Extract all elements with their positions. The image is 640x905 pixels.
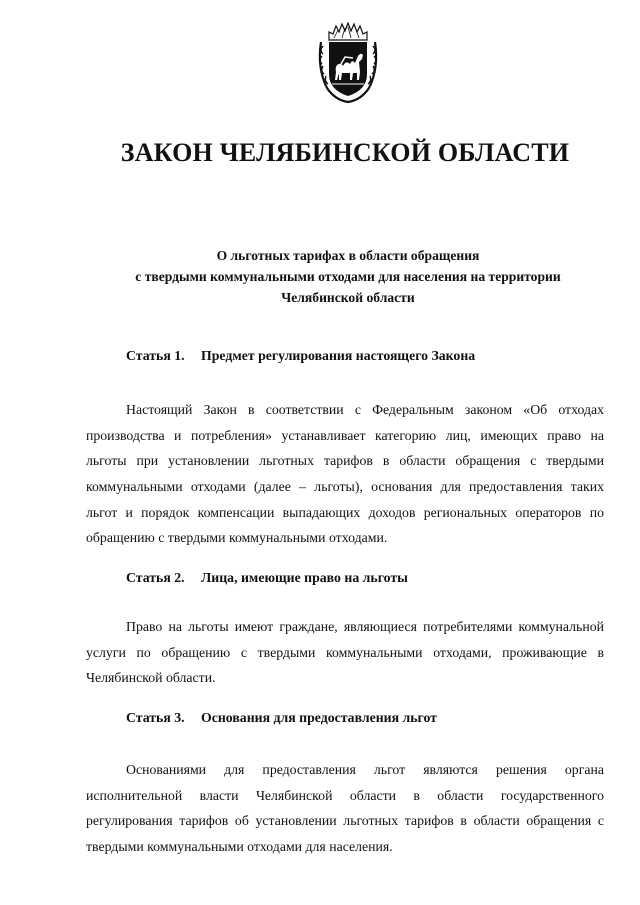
article-2-heading — [126, 570, 408, 586]
article-1-heading — [126, 348, 475, 364]
article-title: Основания для предоставления льгот — [201, 710, 437, 725]
text-line: коммунальными отходами (далее – льготы), основания для предоставления таких — [86, 479, 604, 495]
subject-line: с твердыми коммунальными отходами для населения на территории — [135, 269, 561, 284]
article-number: Статья 2. — [126, 570, 185, 585]
text-line: льгот и порядок компенсации выпадающих доходов региональных операторов по — [86, 504, 604, 520]
coat-of-arms-icon — [315, 22, 381, 104]
subject-line: О льготных тарифах в области обращения — [216, 248, 480, 263]
article-title: Лица, имеющие право на льготы — [201, 570, 408, 585]
article-3-heading — [126, 710, 437, 726]
article-3-text — [86, 757, 604, 860]
text-line: регулирования тарифов об установлении льготных тарифов в области обращения с — [86, 813, 604, 829]
article-number: Статья 1. — [126, 348, 185, 363]
law-subject — [0, 245, 640, 308]
text-line: льготы при установлении льготных тарифов в области обращения с твердыми — [86, 453, 604, 469]
article-1-text — [86, 397, 604, 551]
subject-line: Челябинской области — [281, 290, 415, 305]
text-line: производства и потребления» устанавливает категорию лиц, имеющих право на — [86, 427, 604, 443]
text-line: исполнительной власти Челябинской области в области государственного — [86, 787, 604, 803]
law-title: ЗАКОН ЧЕЛЯБИНСКОЙ ОБЛАСТИ — [120, 138, 570, 167]
text-line: твердыми коммунальными отходами для населения. — [86, 839, 393, 855]
article-2-text — [86, 614, 604, 691]
article-title: Предмет регулирования настоящего Закона — [201, 348, 476, 363]
article-number: Статья 3. — [126, 710, 185, 725]
text-line: Основаниями для предоставления льгот являются решения органа — [126, 762, 604, 777]
coat-of-arms-emblem — [315, 22, 381, 104]
text-line: Право на льготы имеют граждане, являющиеся потребителями коммунальной — [126, 619, 604, 634]
text-line: Настоящий Закон в соответствии с Федеральным законом «Об отходах — [126, 402, 604, 417]
text-line: Челябинской области. — [86, 670, 216, 686]
text-line: услуги по обращению с твердыми коммунальными отходами, проживающие в — [86, 644, 604, 660]
text-line: обращению с твердыми коммунальными отходами. — [86, 530, 388, 546]
